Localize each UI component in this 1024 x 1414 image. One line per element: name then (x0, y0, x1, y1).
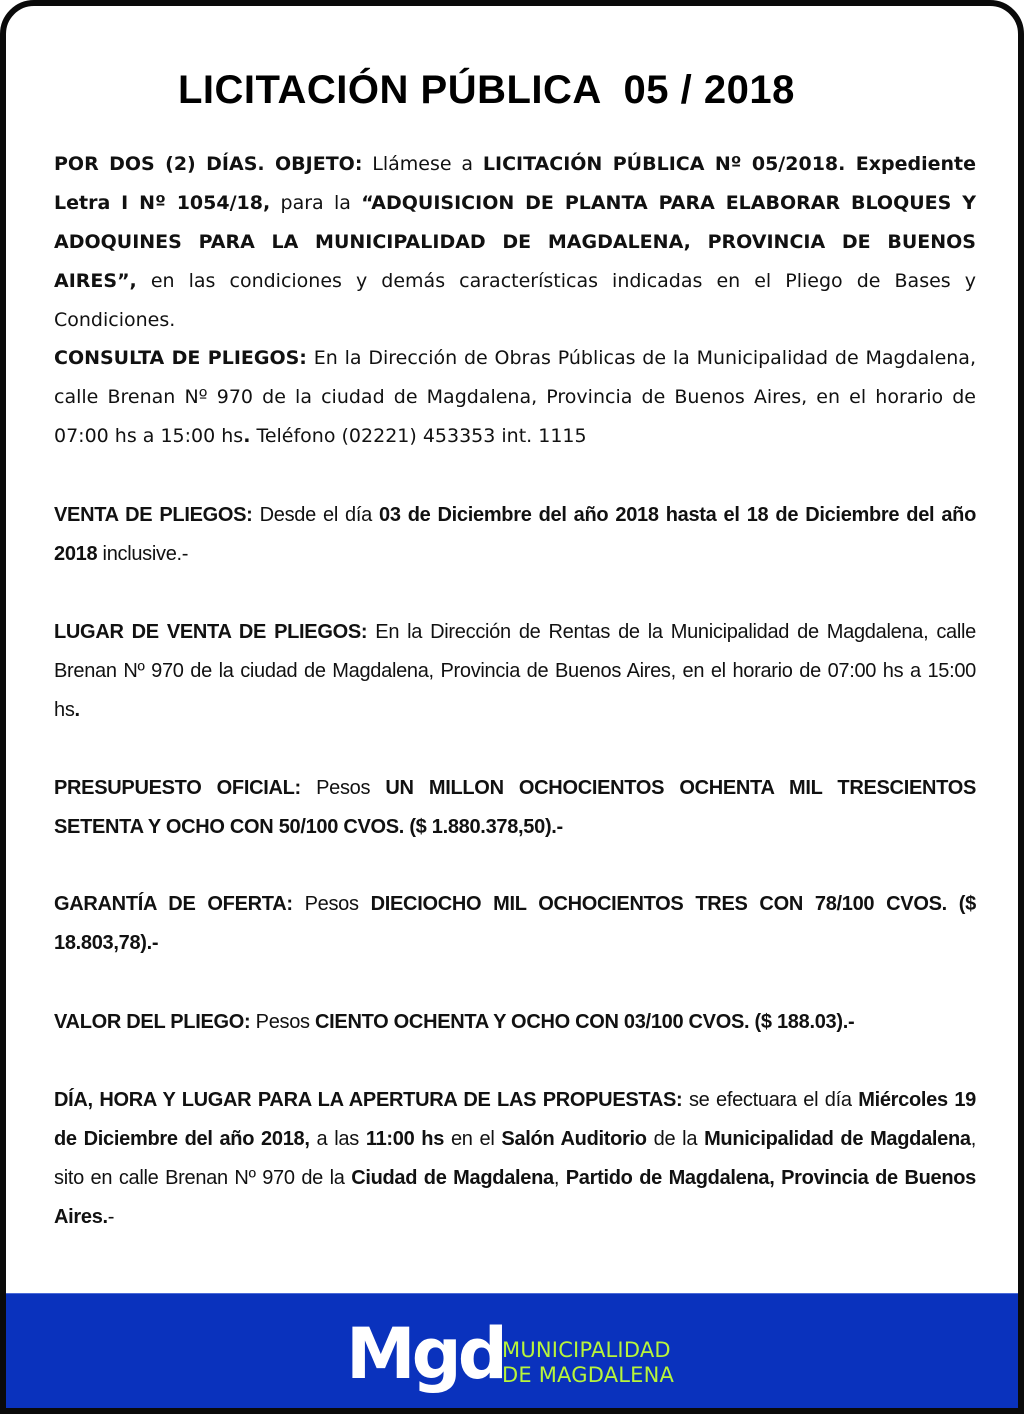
footer-band (6, 1293, 1018, 1408)
consulta-text: En la Dirección de Obras Públicas de la Municipalidad de Magdalena, calle Brenan Nº 970 de la ciudad de Magdalena, Provincia de Buenos Aires, en el horario de 07:00 hs a 15:00 hs (54, 347, 976, 447)
objeto-text: Llámese a (362, 153, 483, 175)
apertura-partido: Partido de Magdalena, Provincia de Buenos Aires. (54, 1167, 977, 1228)
apertura-venue: Salón Auditorio (501, 1128, 647, 1150)
presupuesto-text: Pesos (300, 777, 386, 799)
municipality-name (502, 1338, 674, 1388)
objeto-title: “ADQUISICION DE PLANTA PARA ELABORAR BLOQUES Y ADOQUINES PARA LA MUNICIPALIDAD DE MAGDALENA, PROVINCIA DE BUENOS AIRES”, (54, 192, 976, 292)
venta-dates: 03 de Diciembre del año 2018 hasta el 18 de Diciembre del año 2018 (54, 504, 977, 565)
apertura-text: en el (444, 1128, 502, 1150)
apertura-city: Ciudad de Magdalena (351, 1167, 554, 1189)
section-venta (54, 496, 976, 574)
garantia-text: Pesos (292, 893, 371, 915)
venta-text: inclusive.- (97, 543, 189, 565)
lugar-venta-text: En la Dirección de Rentas de la Municipalidad de Magdalena, calle Brenan Nº 970 de la ciudad de Magdalena, Provincia de Buenos Aires, en el horario de 07:00 hs a 15:00 hs (54, 621, 976, 721)
garantia-label: GARANTÍA DE OFERTA: (54, 893, 293, 915)
venta-label: VENTA DE PLIEGOS: (54, 504, 253, 526)
section-objeto (54, 145, 976, 340)
apertura-municipality: Municipalidad de Magdalena (704, 1128, 971, 1150)
venta-text: Desde el día (252, 504, 379, 526)
apertura-time: 11:00 hs (365, 1128, 445, 1150)
apertura-text: - (107, 1206, 115, 1228)
presupuesto-amount: UN MILLON OCHOCIENTOS OCHENTA MIL TRESCIENTOS SETENTA Y OCHO CON 50/100 CVOS. ($ 1.880.378,50).- (54, 777, 976, 838)
objeto-text: para la (270, 192, 362, 214)
municipality-name-line1: MUNICIPALIDAD (502, 1338, 671, 1362)
consulta-phone: Teléfono (02221) 453353 int. 1115 (250, 425, 587, 447)
municipality-name-line2: DE MAGDALENA (502, 1363, 675, 1387)
objeto-label: POR DOS (2) DÍAS. OBJETO: (54, 153, 363, 175)
apertura-text: se efectuara el día (682, 1089, 859, 1111)
lugar-venta-label: LUGAR DE VENTA DE PLIEGOS: (54, 621, 368, 643)
section-garantia (54, 885, 976, 963)
section-lugar-venta (54, 613, 976, 730)
valor-label: VALOR DEL PLIEGO: (54, 1011, 251, 1033)
apertura-text: a las (309, 1128, 366, 1150)
section-presupuesto (54, 769, 976, 847)
objeto-expediente: LICITACIÓN PÚBLICA Nº 05/2018. Expediente Letra I Nº 1054/18, (54, 153, 976, 214)
valor-amount: CIENTO OCHENTA Y OCHO CON 03/100 CVOS. ($ 188.03).- (315, 1011, 855, 1033)
valor-text: Pesos (250, 1011, 316, 1033)
consulta-label: CONSULTA DE PLIEGOS: (54, 347, 307, 369)
garantia-amount: DIECIOCHO MIL OCHOCIENTOS TRES CON 78/100 CVOS. ($ 18.803,78).- (54, 893, 976, 954)
section-apertura (54, 1081, 976, 1237)
apertura-label: DÍA, HORA Y LUGAR PARA LA APERTURA DE LAS PROPUESTAS: (54, 1089, 683, 1111)
apertura-text: , sito en calle Brenan Nº 970 de la (54, 1128, 976, 1189)
apertura-date: Miércoles 19 de Diciembre del año 2018, (54, 1089, 976, 1150)
section-valor (54, 1003, 976, 1042)
consulta-dot: . (243, 425, 251, 447)
apertura-text: , (553, 1167, 566, 1189)
lugar-venta-dot: . (74, 699, 80, 721)
presupuesto-label: PRESUPUESTO OFICIAL: (54, 777, 301, 799)
mgd-logo-mark: Mgd (346, 1313, 504, 1395)
objeto-text: en las condiciones y demás características indicadas en el Pliego de Bases y Condiciones. (54, 270, 976, 331)
page-title: LICITACIÓN PÚBLICA 05 / 2018 (178, 68, 795, 112)
apertura-text: de la (646, 1128, 705, 1150)
section-consulta (54, 339, 976, 456)
